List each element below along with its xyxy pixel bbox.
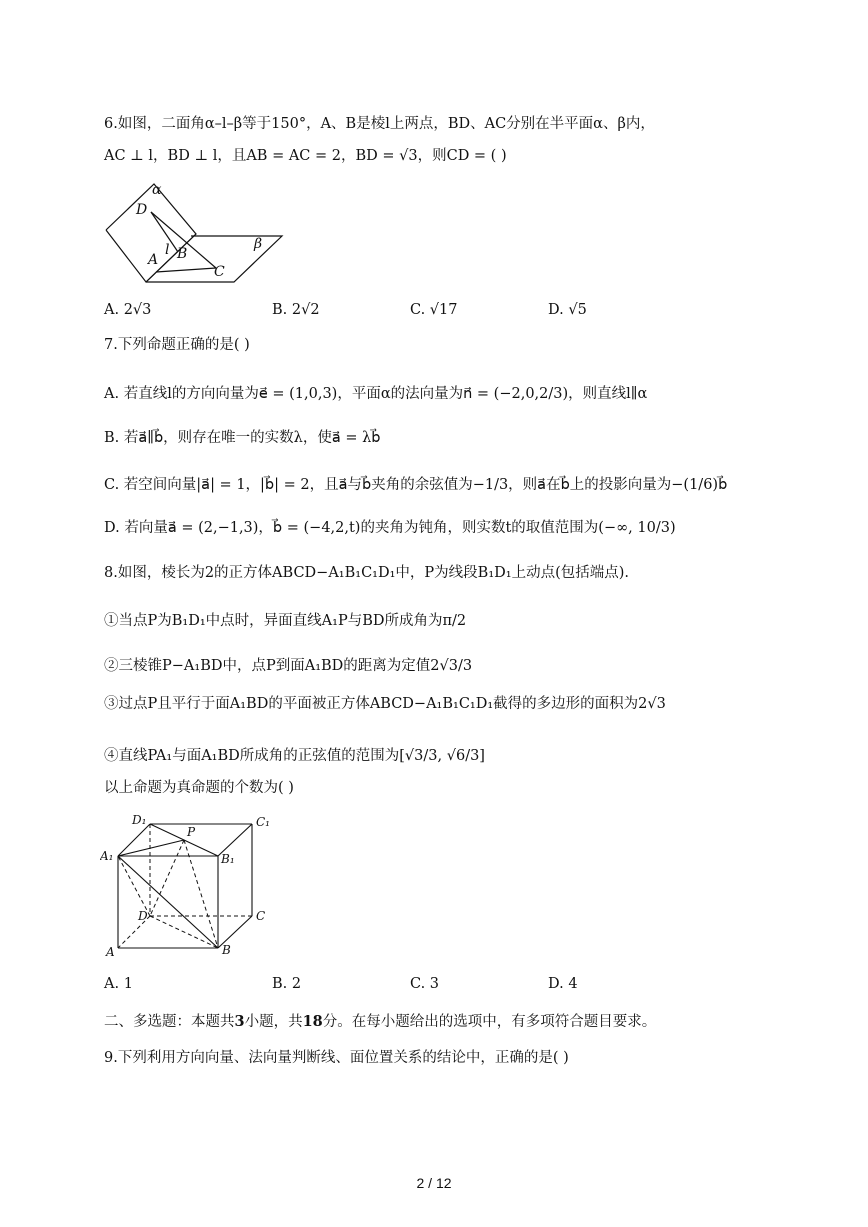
label-alpha: α <box>152 182 162 198</box>
q8-stem: 8.如图，棱长为2的正方体ABCD−A₁B₁C₁D₁中，P为线段B₁D₁上动点(包括端点). <box>104 565 630 581</box>
label-B1: B₁ <box>221 852 235 866</box>
q8-option-b[interactable]: B. 2 <box>272 976 302 992</box>
label-A: A <box>148 252 159 268</box>
label-beta: β <box>254 236 263 252</box>
q8-statement-2: ②三棱锥P−A₁BD中，点P到面A₁BD的距离为定值2√3/3 <box>104 658 473 674</box>
q6-option-a[interactable]: A. 2√3 <box>104 302 152 318</box>
label-A: A <box>106 945 115 959</box>
q7-option-b[interactable]: B. 若a⃗∥b⃗，则存在唯一的实数λ，使a⃗ = λb⃗ <box>104 430 381 446</box>
section2-heading: 二、多选题：本题共3小题，共18分。在每小题给出的选项中，有多项符合题目要求。 <box>104 1013 657 1030</box>
q8-option-c[interactable]: C. 3 <box>410 976 440 992</box>
cube-figure <box>100 808 290 960</box>
q6-option-c[interactable]: C. √17 <box>410 302 458 318</box>
label-D1: D₁ <box>132 813 147 827</box>
q8-statement-4: ④直线PA₁与面A₁BD所成角的正弦值的范围为[√3/3, √6/3] <box>104 748 485 764</box>
label-A1: A₁ <box>100 849 114 863</box>
q8-statement-3: ③过点P且平行于面A₁BD的平面被正方体ABCD−A₁B₁C₁D₁截得的多边形的面积为2√3 <box>104 696 666 712</box>
dihedral-angle-figure <box>96 172 296 290</box>
label-C1: C₁ <box>256 815 270 829</box>
page-number: 2 / 12 <box>416 1175 452 1191</box>
q7-stem: 7.下列命题正确的是( ) <box>104 337 250 353</box>
q8-statement-1: ①当点P为B₁D₁中点时，异面直线A₁P与BD所成角为π/2 <box>104 613 467 629</box>
q7-option-c[interactable]: C. 若空间向量|a⃗| = 1，|b⃗| = 2，且a⃗与b⃗夹角的余弦值为−1/3，则a⃗在b⃗上的投影向量为−(1/6)b⃗ <box>104 477 728 493</box>
q8-option-a[interactable]: A. 1 <box>104 976 133 992</box>
q6-option-d[interactable]: D. √5 <box>548 302 587 318</box>
q9-stem: 9.下列利用方向向量、法向量判断线、面位置关系的结论中，正确的是( ) <box>104 1050 569 1066</box>
q8-option-d[interactable]: D. 4 <box>548 976 578 992</box>
q6-stem-line2: AC ⊥ l，BD ⊥ l，且AB = AC = 2，BD = √3，则CD = ( ) <box>104 148 507 164</box>
label-D: D <box>136 202 148 218</box>
q6-option-b[interactable]: B. 2√2 <box>272 302 320 318</box>
q7-option-a[interactable]: A. 若直线l的方向向量为e⃗ = (1,0,3)，平面α的法向量为n⃗ = (−2,0,2/3)，则直线l∥α <box>104 386 648 402</box>
label-l: l <box>165 242 170 258</box>
label-D: D <box>138 909 148 923</box>
q7-option-d[interactable]: D. 若向量a⃗ = (2,−1,3)，b⃗ = (−4,2,t)的夹角为钝角，则实数t的取值范围为(−∞, 10/3) <box>104 520 676 536</box>
label-B: B <box>222 943 231 957</box>
q8-question-tail: 以上命题为真命题的个数为( ) <box>104 780 294 796</box>
segment-AC <box>156 268 216 272</box>
label-B: B <box>177 246 188 262</box>
label-C: C <box>214 264 225 280</box>
label-C: C <box>256 909 266 923</box>
q6-stem-line1: 6.如图，二面角α–l–β等于150°，A、B是棱l上两点，BD、AC分别在半平面α、β内， <box>104 116 655 132</box>
label-P: P <box>187 825 196 839</box>
